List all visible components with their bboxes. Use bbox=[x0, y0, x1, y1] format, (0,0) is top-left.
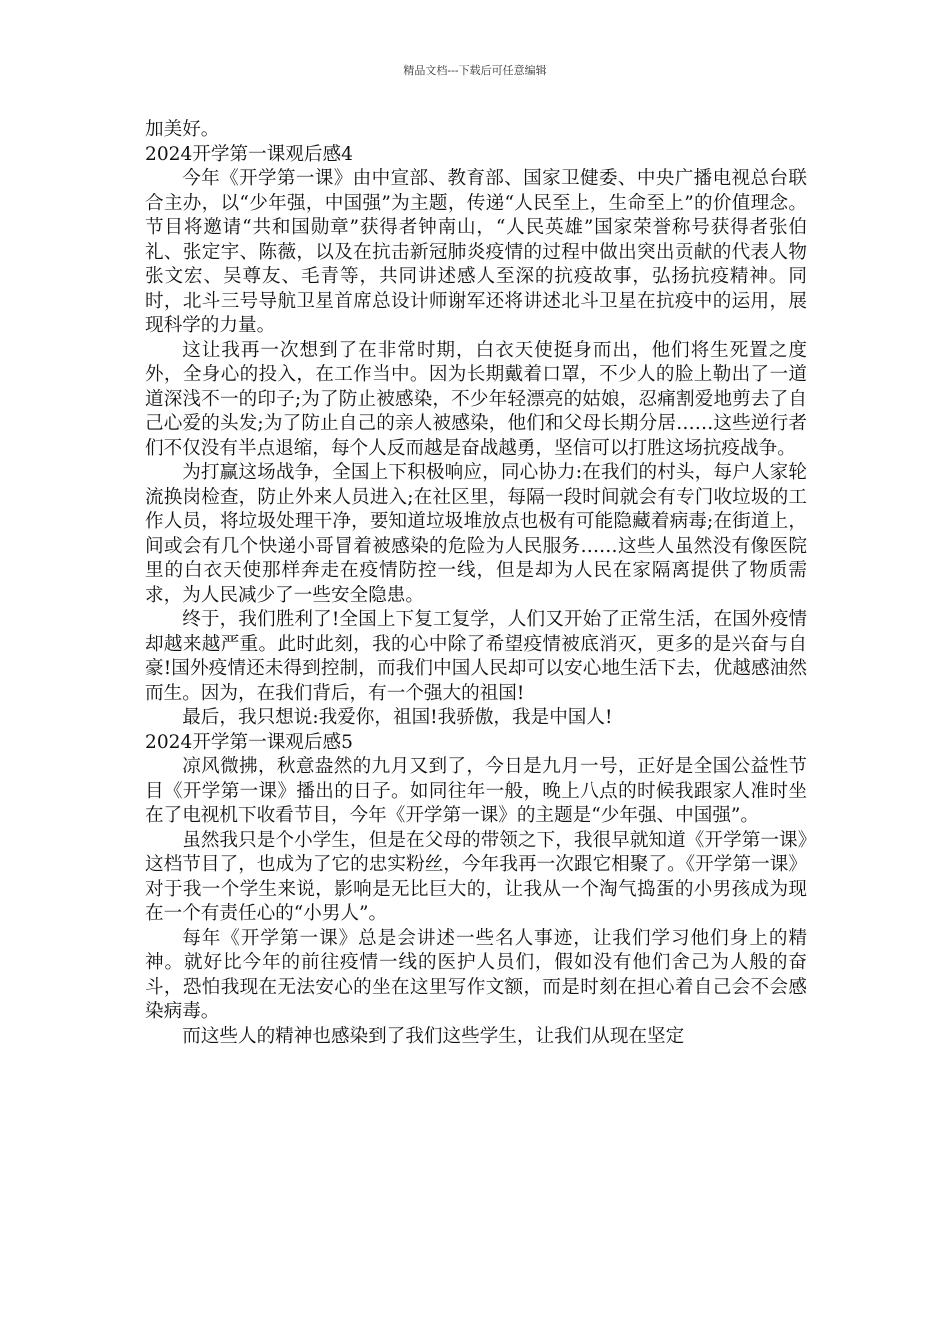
paragraph: 终于，我们胜利了!全国上下复工复学，人们又开始了正常生活，在国外疫情却越来越严重。此时此刻，我的心中除了希望疫情被底消灭，更多的是兴奋与自豪!国外疫情还未得到控制，而我们中国人民却可以安心地生活下去，优越感油然而生。因为，在我们背后，有一个强大的祖国! bbox=[145, 609, 807, 704]
section-heading: 2024开学第一课观后感4 bbox=[145, 143, 353, 165]
paragraph: 每年《开学第一课》总是会讲述一些名人事迹，让我们学习他们身上的精神。就好比今年的前往疫情一线的医护人员们，假如没有他们舍己为人般的奋斗，恐怕我现在无法安心的坐在这里写作文额，而是时刻在担心着自己会不会感染病毒。 bbox=[145, 927, 807, 1022]
paragraph: 这让我再一次想到了在非常时期，白衣天使挺身而出，他们将生死置之度外，全身心的投入，在工作当中。因为长期戴着口罩，不少人的脸上勒出了一道道深浅不一的印子;为了防止被感染，不少年轻漂亮的姑娘，忍痛割爱地剪去了自己心爱的头发;为了防止自己的亲人被感染，他们和父母长期分居……这些逆行者们不仅没有半点退缩，每个人反而越是奋战越勇，坚信可以打胜这场抗疫战争。 bbox=[145, 339, 807, 459]
document-body bbox=[145, 118, 807, 1049]
paragraph: 为打赢这场战争，全国上下积极响应，同心协力:在我们的村头，每户人家轮流换岗检查，防止外来人员进入;在社区里，每隔一段时间就会有专门收垃圾的工作人员，将垃圾处理干净，要知道垃圾堆放点也极有可能隐藏着病毒;在街道上，间或会有几个快递小哥冒着被感染的危险为人民服务……这些人虽然没有像医院里的白衣天使那样奔走在疫情防控一线，但是却为人民在家隔离提供了物质需求，为人民减少了一些安全隐患。 bbox=[145, 462, 807, 606]
paragraph: 今年《开学第一课》由中宣部、教育部、国家卫健委、中央广播电视总台联合主办，以“少年强，中国强”为主题，传递“人民至上，生命至上”的价值理念。节目将邀请“共和国勋章”获得者钟南山，“人民英雄”国家荣誉称号获得者张伯礼、张定宇、陈薇，以及在抗击新冠肺炎疫情的过程中做出突出贡献的代表人物张文宏、吴尊友、毛青等，共同讲述感人至深的抗疫故事，弘扬抗疫精神。同时，北斗三号导航卫星首席总设计师谢军还将讲述北斗卫星在抗疫中的运用，展现科学的力量。 bbox=[145, 168, 807, 336]
paragraph-continuation: 加美好。 bbox=[145, 119, 220, 140]
paragraph: 虽然我只是个小学生，但是在父母的带领之下，我很早就知道《开学第一课》这档节目了，也成为了它的忠实粉丝，今年我再一次跟它相聚了。《开学第一课》对于我一个学生来说，影响是无比巨大的，让我从一个淘气捣蛋的小男孩成为现在一个有责任心的“小男人”。 bbox=[145, 829, 807, 924]
page-header: 精品文档---下载后可任意编辑 bbox=[403, 64, 547, 77]
paragraph: 最后，我只想说:我爱你，祖国!我骄傲，我是中国人! bbox=[182, 707, 613, 728]
paragraph: 而这些人的精神也感染到了我们这些学生，让我们从现在坚定 bbox=[182, 1025, 685, 1047]
section-heading: 2024开学第一课观后感5 bbox=[145, 731, 353, 753]
paragraph: 凉风微拂，秋意盎然的九月又到了，今日是九月一号，正好是全国公益性节目《开学第一课》播出的日子。如同往年一般，晚上八点的时候我跟家人准时坐在了电视机下收看节目，今年《开学第一课》的主题是“少年强、中国强”。 bbox=[145, 756, 807, 826]
